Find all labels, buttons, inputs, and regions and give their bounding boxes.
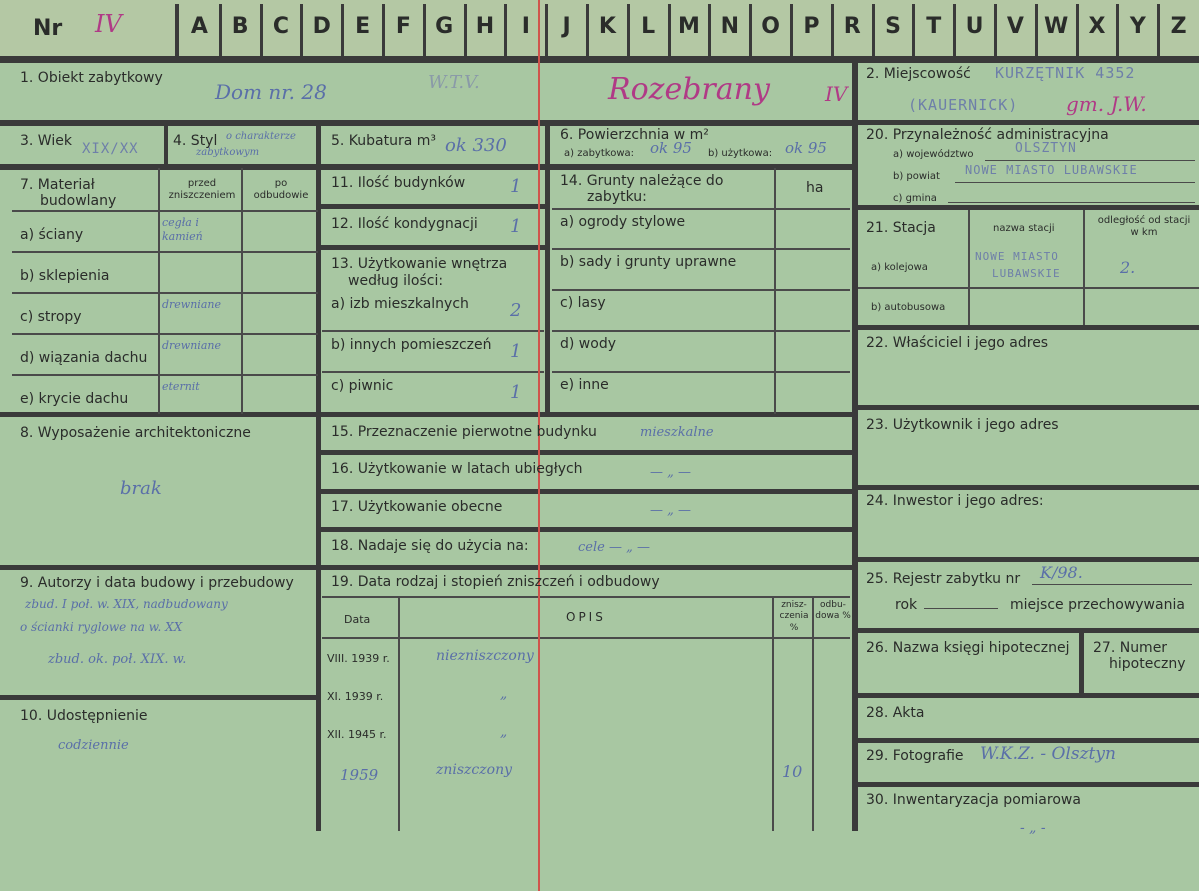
interior-row-label: b) innych pomieszczeń xyxy=(331,337,492,353)
field-4-value2: zabytkowym xyxy=(196,147,260,158)
field-18-label: 18. Nadaje się do użycia na: xyxy=(331,538,529,554)
field-10-label: 10. Udostępnienie xyxy=(20,708,148,724)
interior-row-value: 1 xyxy=(510,382,522,403)
field-9-line1: zbud. I poł. w. XIX, nadbudowany xyxy=(25,597,228,611)
field-2-value3: gm. J.W. xyxy=(1066,92,1147,116)
interior-row-value: 1 xyxy=(510,341,522,362)
index-letter-y: Y xyxy=(1129,14,1146,39)
material-row-value: cegła i kamień xyxy=(162,216,203,244)
field-26-label: 26. Nazwa księgi hipotecznej xyxy=(866,640,1070,656)
damage-row-date: 1959 xyxy=(340,766,379,784)
index-letter-a: A xyxy=(190,14,208,39)
field-9-line3: zbud. ok. poł. XIX. w. xyxy=(48,652,187,667)
material-row-value: eternit xyxy=(162,380,200,393)
field-7-label1: 7. Materiał xyxy=(20,177,95,193)
damage-row-desc: „ xyxy=(500,686,508,702)
field-17-label: 17. Użytkowanie obecne xyxy=(331,499,503,515)
field-2-label: 2. Miejscowość xyxy=(866,66,971,82)
field-10-value: codziennie xyxy=(58,738,129,753)
material-row-label: c) stropy xyxy=(20,309,82,325)
field-23-label: 23. Użytkownik i jego adres xyxy=(866,417,1059,433)
field-3-label: 3. Wiek xyxy=(20,133,72,149)
field-15-label: 15. Przeznaczenie pierwotne budynku xyxy=(331,424,597,440)
field-17-value: — „ — xyxy=(650,503,691,518)
letter-separator xyxy=(912,4,915,56)
damage-row-desc: „ xyxy=(500,724,508,740)
letter-separator xyxy=(504,4,507,56)
letter-separator xyxy=(382,4,385,56)
field-19-col-destroyed: znisz-czenia % xyxy=(779,600,809,633)
land-row-label: d) wody xyxy=(560,336,616,352)
field-8-label: 8. Wyposażenie architektoniczne xyxy=(20,425,251,441)
field-25-label1: 25. Rejestr zabytku nr xyxy=(866,571,1021,587)
index-letter-j: J xyxy=(562,14,571,39)
field-20-a-label: a) województwo xyxy=(893,149,974,160)
letter-separator xyxy=(1157,4,1160,56)
field-25-value: K/98. xyxy=(1040,563,1083,582)
damage-row-date: XI. 1939 r. xyxy=(327,690,384,703)
field-9-line2: o ścianki ryglowe na w. XX xyxy=(20,620,183,634)
field-28-label: 28. Akta xyxy=(866,705,925,721)
index-letter-p: P xyxy=(803,14,820,39)
field-20-b-label: b) powiat xyxy=(893,171,940,182)
field-5-value: ok 330 xyxy=(445,135,507,156)
field-20-c-label: c) gmina xyxy=(893,193,937,204)
index-letter-i: I xyxy=(521,14,530,39)
material-row-value: drewniane xyxy=(162,298,221,311)
letter-separator xyxy=(953,4,956,56)
field-21-a-name1: NOWE MIASTO xyxy=(975,250,1059,263)
land-row-label: c) lasy xyxy=(560,295,606,311)
field-21-col-dist: odległość od stacji w km xyxy=(1097,215,1191,238)
field-25-label2: rok xyxy=(895,597,918,613)
field-27-label2: hipoteczny xyxy=(1109,656,1186,672)
letter-separator xyxy=(668,4,671,56)
field-22-label: 22. Właściciel i jego adres xyxy=(866,335,1049,351)
field-13-label2: według ilości: xyxy=(348,273,444,289)
field-16-value: — „ — xyxy=(650,465,691,480)
field-20-label: 20. Przynależność administracyjna xyxy=(866,127,1109,143)
field-11-label: 11. Ilość budynków xyxy=(331,175,466,191)
index-letter-o: O xyxy=(761,14,780,39)
field-19-label: 19. Data rodzaj i stopień zniszczeń i odbudowy xyxy=(331,574,660,590)
index-letter-c: C xyxy=(272,14,290,39)
interior-row-value: 2 xyxy=(510,300,522,321)
field-12-label: 12. Ilość kondygnacji xyxy=(331,216,478,232)
field-20-b-value: NOWE MIASTO LUBAWSKIE xyxy=(965,163,1138,177)
field-14-label2: zabytku: xyxy=(587,189,647,205)
damage-row-desc: niezniszczony xyxy=(436,648,534,664)
field-30-label: 30. Inwentaryzacja pomiarowa xyxy=(866,792,1081,808)
field-8-value: brak xyxy=(120,478,162,499)
letter-separator xyxy=(1035,4,1038,56)
land-row-label: a) ogrody stylowe xyxy=(560,214,686,230)
field-1-stamp: Rozebrany xyxy=(608,72,770,107)
index-letter-b: B xyxy=(231,14,249,39)
field-7-label2: budowlany xyxy=(40,193,117,209)
field-6-b-value: ok 95 xyxy=(785,139,827,157)
field-14-unit: ha xyxy=(806,180,824,196)
letter-separator xyxy=(586,4,589,56)
land-row-label: b) sady i grunty uprawne xyxy=(560,254,737,270)
field-14-label1: 14. Grunty należące do xyxy=(560,173,724,189)
index-letter-t: T xyxy=(926,14,942,39)
index-letter-d: D xyxy=(312,14,331,39)
field-1-label: 1. Obiekt zabytkowy xyxy=(20,70,163,86)
damage-row-desc: zniszczony xyxy=(436,762,513,778)
field-4-value1: o charakterze xyxy=(226,131,296,142)
field-29-label: 29. Fotografie xyxy=(866,748,964,764)
material-row-label: b) sklepienia xyxy=(20,268,110,284)
field-19-col-desc: OPIS xyxy=(566,610,606,624)
field-1-stamp-mark: IV xyxy=(825,82,848,106)
letter-separator xyxy=(1076,4,1079,56)
field-6-b-label: b) użytkowa: xyxy=(708,148,773,159)
field-5-label: 5. Kubatura m³ xyxy=(331,133,437,149)
index-letter-w: W xyxy=(1044,14,1069,39)
field-24-label: 24. Inwestor i jego adres: xyxy=(866,493,1044,509)
field-30-value: - „ - xyxy=(1020,820,1046,836)
field-9-label: 9. Autorzy i data budowy i przebudowy xyxy=(20,575,294,591)
field-19-col-rebuilt: odbu-dowa % xyxy=(815,600,851,622)
field-21-a-label: a) kolejowa xyxy=(871,262,928,273)
field-6-label: 6. Powierzchnia w m² xyxy=(560,127,709,143)
letter-separator xyxy=(219,4,222,56)
index-letter-e: E xyxy=(355,14,371,39)
letter-separator xyxy=(872,4,875,56)
field-1-mark: W.T.V. xyxy=(428,72,480,93)
field-20-a-value: OLSZTYN xyxy=(1015,141,1077,156)
index-letter-r: R xyxy=(843,14,861,39)
field-11-value: 1 xyxy=(510,176,522,197)
index-letter-k: K xyxy=(598,14,616,39)
index-letter-v: V xyxy=(1006,14,1024,39)
margin-line xyxy=(538,0,540,891)
field-6-a-value: ok 95 xyxy=(650,139,692,157)
field-21-col-name: nazwa stacji xyxy=(993,223,1055,234)
index-letter-z: Z xyxy=(1170,14,1187,39)
index-letter-g: G xyxy=(435,14,454,39)
material-row-label: a) ściany xyxy=(20,227,84,243)
interior-row-label: c) piwnic xyxy=(331,378,394,394)
material-row-label: d) wiązania dachu xyxy=(20,350,148,366)
material-row-label: e) krycie dachu xyxy=(20,391,129,407)
field-13-label1: 13. Użytkowanie wnętrza xyxy=(331,256,508,272)
letter-separator xyxy=(790,4,793,56)
field-6-a-label: a) zabytkowa: xyxy=(564,148,634,159)
field-21-a-name2: LUBAWSKIE xyxy=(992,267,1061,280)
field-27-label1: 27. Numer xyxy=(1093,640,1168,656)
field-21-label: 21. Stacja xyxy=(866,220,936,236)
field-4-label: 4. Styl xyxy=(173,133,218,149)
index-letter-u: U xyxy=(965,14,984,39)
index-letter-n: N xyxy=(720,14,739,39)
field-29-value: W.K.Z. - Olsztyn xyxy=(980,744,1116,764)
field-1-value: Dom nr. 28 xyxy=(215,80,327,104)
index-letter-x: X xyxy=(1088,14,1106,39)
index-letter-h: H xyxy=(475,14,495,39)
field-12-value: 1 xyxy=(510,216,522,237)
nr-value: IV xyxy=(95,10,122,38)
index-letter-s: S xyxy=(885,14,901,39)
letter-separator xyxy=(300,4,303,56)
field-21-a-dist: 2. xyxy=(1120,258,1136,277)
letter-separator xyxy=(708,4,711,56)
index-letter-m: M xyxy=(678,14,700,39)
nr-label: Nr xyxy=(33,16,63,41)
letter-separator xyxy=(260,4,263,56)
field-2-value2: (KAUERNICK) xyxy=(908,96,1019,114)
damage-row-date: VIII. 1939 r. xyxy=(327,652,390,665)
field-25-label3: miejsce przechowywania xyxy=(1010,597,1185,613)
field-15-value: mieszkalne xyxy=(640,425,714,440)
field-19-col-date: Data xyxy=(344,613,371,626)
letter-separator xyxy=(423,4,426,56)
index-letter-l: L xyxy=(641,14,656,39)
letter-separator xyxy=(627,4,630,56)
land-row-label: e) inne xyxy=(560,377,609,393)
letter-separator xyxy=(749,4,752,56)
letter-separator xyxy=(994,4,997,56)
interior-row-label: a) izb mieszkalnych xyxy=(331,296,469,312)
damage-row-date: XII. 1945 r. xyxy=(327,728,387,741)
index-letter-f: F xyxy=(395,14,411,39)
field-21-b-label: b) autobusowa xyxy=(871,302,946,313)
letter-separator xyxy=(545,4,548,56)
field-18-value: cele — „ — xyxy=(578,540,650,555)
letter-separator xyxy=(1116,4,1119,56)
field-16-label: 16. Użytkowanie w latach ubiegłych xyxy=(331,461,583,477)
letter-separator xyxy=(464,4,467,56)
field-3-value: XIX/XX xyxy=(82,141,139,157)
letter-separator xyxy=(341,4,344,56)
letter-separator xyxy=(831,4,834,56)
field-2-value1: KURZĘTNIK 4352 xyxy=(995,64,1136,82)
field-7-col-before: przed zniszczeniem xyxy=(168,178,236,201)
material-row-value: drewniane xyxy=(162,339,221,352)
damage-row-percent: 10 xyxy=(782,762,803,781)
field-7-col-after: po odbudowie xyxy=(253,178,309,201)
